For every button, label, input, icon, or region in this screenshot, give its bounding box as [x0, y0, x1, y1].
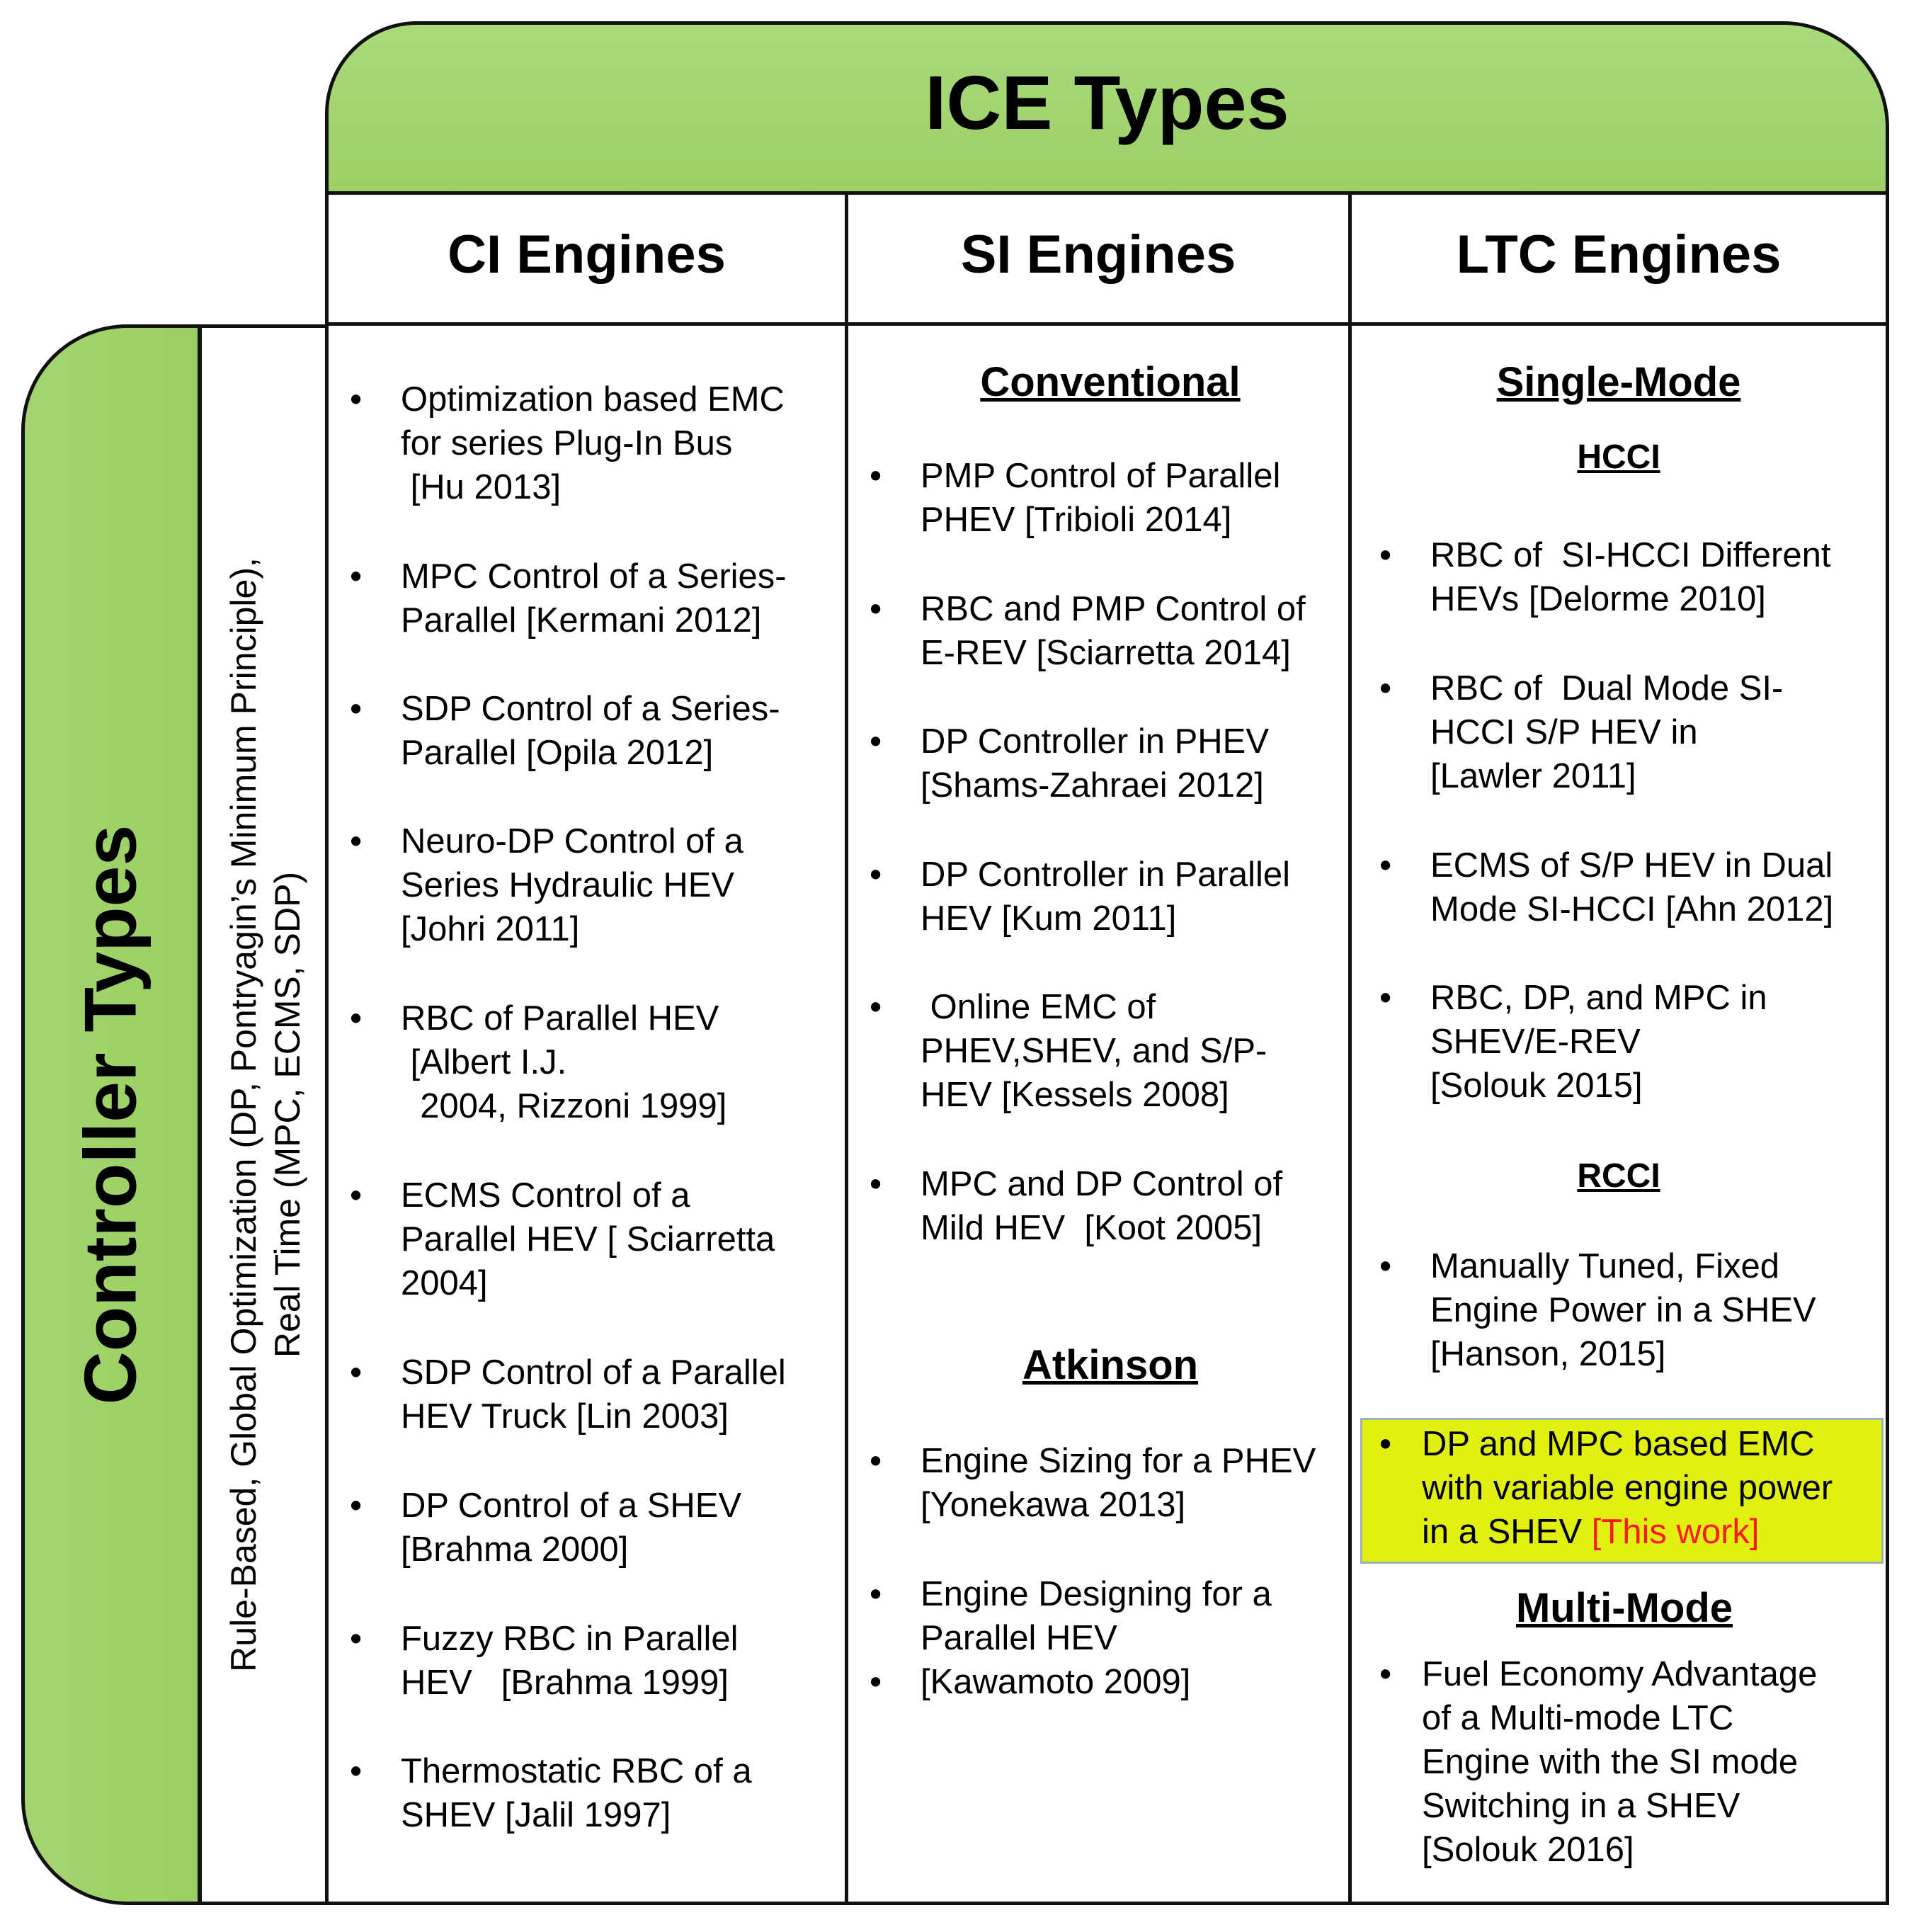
list-item-this-work	[1379, 1422, 1833, 1554]
list-item: • RBC and PMP Control of E-REV [Sciarretta 2014]	[921, 587, 1306, 675]
bullet-icon: •	[1379, 669, 1392, 708]
header-row-divider	[325, 322, 1889, 326]
bullet-icon: •	[1379, 846, 1392, 885]
bullet-icon: •	[870, 1442, 882, 1480]
list-item: • DP Controller in Parallel HEV [Kum 2011]	[921, 853, 1290, 941]
list-item: • Engine Designing for a Parallel HEV	[921, 1572, 1272, 1660]
list-item: • Neuro-DP Control of a Series Hydraulic HEV [Johri 2011]	[401, 819, 743, 951]
ltc-hcci-heading: HCCI	[1577, 438, 1660, 476]
bullet-icon: •	[870, 988, 882, 1026]
si-conventional-heading: Conventional	[980, 359, 1241, 405]
ltc-single-mode-heading: Single-Mode	[1496, 359, 1741, 405]
bullet-icon: •	[350, 822, 363, 860]
list-item: • SDP Control of a Parallel HEV Truck [Lin 2003]	[401, 1351, 786, 1438]
ltc-rcci-heading: RCCI	[1577, 1157, 1660, 1195]
bullet-icon: •	[350, 1487, 363, 1525]
column-header-ltc: LTC Engines	[1456, 225, 1782, 285]
list-item: • RBC of Parallel HEV [Albert I.J. 2004, Rizzoni 1999]	[401, 996, 726, 1128]
list-item: • Fuel Economy Advantage of a Multi-mode LTC Engine with the SI mode Switching in a SHEV [Solouk 2016]	[1422, 1652, 1817, 1872]
list-item: • SDP Control of a Series- Parallel [Opila 2012]	[401, 687, 780, 775]
bullet-icon: •	[870, 856, 882, 894]
bullet-icon: •	[350, 1353, 363, 1392]
bullet-icon: •	[870, 1663, 882, 1701]
list-item: • MPC Control of a Series- Parallel [Kermani 2012]	[401, 555, 787, 642]
bullet-icon: •	[350, 380, 363, 419]
column-header-si: SI Engines	[960, 225, 1236, 285]
bullet-icon: •	[870, 722, 882, 761]
this-work-tag: [This work]	[1591, 1513, 1760, 1551]
bullet-icon: •	[350, 690, 363, 728]
bullet-icon: •	[870, 457, 882, 495]
column-header-ci: CI Engines	[448, 225, 726, 285]
list-item: • MPC and DP Control of Mild HEV [Koot 2005]	[921, 1162, 1282, 1250]
si-atkinson-heading: Atkinson	[1022, 1342, 1199, 1388]
bullet-icon: •	[350, 999, 363, 1038]
bullet-icon: •	[350, 1176, 363, 1215]
controller-methods-line2: Real Time (MPC, ECMS, SDP)	[268, 871, 307, 1358]
bullet-icon: •	[350, 1620, 363, 1658]
list-item: • Engine Sizing for a PHEV [Yonekawa 2013]	[921, 1439, 1316, 1527]
controller-methods-line1: Rule-Based, Global Optimization (DP, Pontryagin’s Minimum Principle),	[224, 557, 263, 1672]
bullet-icon: •	[870, 590, 882, 628]
list-item: • Fuzzy RBC in Parallel HEV [Brahma 1999]	[401, 1617, 739, 1705]
list-item: • RBC of SI-HCCI Different HEVs [Delorme 2010]	[1430, 533, 1830, 621]
bullet-icon: •	[870, 1165, 882, 1203]
controller-types-title: Controller Types	[69, 824, 152, 1405]
this-work-text: DP and MPC based EMC with variable engine power in a SHEV	[1422, 1425, 1833, 1551]
ice-types-title: ICE Types	[925, 59, 1289, 145]
bullet-icon: •	[870, 1575, 882, 1613]
list-item: • [Kawamoto 2009]	[921, 1660, 1190, 1704]
list-item: • Optimization based EMC for series Plug-In Bus [Hu 2013]	[401, 377, 785, 509]
bullet-icon: •	[1379, 536, 1392, 574]
bullet-icon: •	[1379, 1425, 1392, 1463]
list-item: • RBC of Dual Mode SI- HCCI S/P HEV in [Lawler 2011]	[1430, 666, 1783, 798]
list-item: • DP Control of a SHEV [Brahma 2000]	[401, 1484, 741, 1572]
column-divider	[845, 191, 848, 1905]
list-item: • Online EMC of PHEV,SHEV, and S/P- HEV [Kessels 2008]	[921, 985, 1267, 1117]
list-item: • ECMS of S/P HEV in Dual Mode SI-HCCI [Ahn 2012]	[1430, 843, 1833, 931]
bullet-icon: •	[1379, 1247, 1392, 1285]
list-item: • Thermostatic RBC of a SHEV [Jalil 1997]	[401, 1749, 752, 1837]
bullet-icon: •	[1379, 1655, 1392, 1693]
list-item: • ECMS Control of a Parallel HEV [ Sciarretta 2004]	[401, 1174, 775, 1305]
list-item: • PMP Control of Parallel PHEV [Tribioli 2014]	[921, 454, 1280, 542]
bullet-icon: •	[350, 1752, 363, 1790]
bullet-icon: •	[1379, 979, 1392, 1017]
bullet-icon: •	[350, 557, 363, 596]
list-item: • RBC, DP, and MPC in SHEV/E-REV [Solouk 2015]	[1430, 976, 1767, 1108]
list-item: • DP Controller in PHEV [Shams-Zahraei 2012]	[921, 720, 1269, 807]
ltc-multi-mode-heading: Multi-Mode	[1515, 1585, 1733, 1631]
controller-methods-label	[222, 557, 309, 1672]
list-item: • Manually Tuned, Fixed Engine Power in a SHEV [Hanson, 2015]	[1430, 1244, 1816, 1376]
